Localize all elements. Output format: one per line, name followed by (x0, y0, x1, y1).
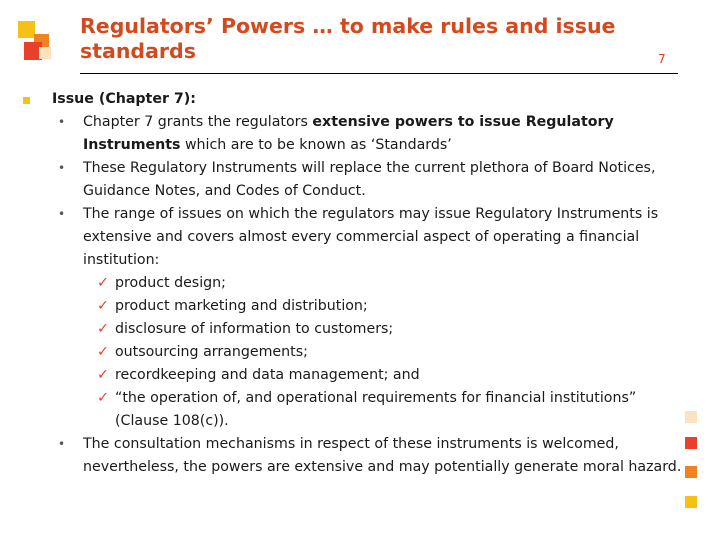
decor-square-pale (39, 47, 51, 59)
check-item (0, 272, 685, 295)
main-point-heading: Issue (Chapter 7): (52, 91, 196, 107)
check-item (0, 295, 685, 318)
sub-point-2 (0, 157, 683, 203)
check-item-text: outsourcing arrangements; (115, 344, 308, 360)
check-item (0, 318, 685, 341)
checkmark-icon: ✓ (97, 344, 109, 360)
check-item (0, 387, 685, 433)
dot-bullet-icon: • (58, 115, 66, 129)
sub-point-4 (0, 433, 683, 479)
check-item-text: disclosure of information to customers; (115, 321, 394, 337)
decor-square-yellow (18, 21, 35, 38)
sub-point-1-text-post: which are to be known as ‘Standards’ (180, 137, 452, 153)
dot-bullet-icon: • (58, 207, 66, 221)
check-item-text: “the operation of, and operational requirements for financial institutions” (Clause 108(c)). (115, 390, 637, 429)
sub-point-1-text-pre: Chapter 7 grants the regulators (83, 114, 313, 130)
checkmark-icon: ✓ (97, 321, 109, 337)
check-item-text: product marketing and distribution; (115, 298, 368, 314)
main-point (0, 88, 720, 111)
dot-bullet-icon: • (58, 437, 66, 451)
title-divider (80, 73, 678, 74)
slide-number: 7 (658, 52, 666, 66)
sub-point-3-text: The range of issues on which the regulators may issue Regulatory Instruments is extensive and covers almost every commercial aspect of operating a financial institution: (83, 206, 659, 268)
sub-point-1 (0, 111, 683, 157)
checkmark-icon: ✓ (97, 298, 109, 314)
check-item (0, 364, 685, 387)
check-item-text: product design; (115, 275, 226, 291)
decor-square-right-4 (685, 496, 697, 508)
sub-point-3 (0, 203, 683, 272)
checkmark-icon: ✓ (97, 390, 109, 406)
checkmark-icon: ✓ (97, 275, 109, 291)
sub-point-4-text: The consultation mechanisms in respect of these instruments is welcomed, nevertheless, the powers are extensive and may potentially generate moral hazard. (83, 436, 682, 475)
sub-point-1-text-bold: extensive powers to issue Regulatory Instruments (83, 114, 614, 153)
dot-bullet-icon: • (58, 161, 66, 175)
slide-title: Regulators’ Powers … to make rules and issue standards (80, 14, 616, 63)
sub-point-2-text: These Regulatory Instruments will replace the current plethora of Board Notices, Guidance Notes, and Codes of Conduct. (83, 160, 656, 199)
checkmark-icon: ✓ (97, 367, 109, 383)
slide-content (0, 88, 720, 479)
square-bullet-icon (23, 97, 30, 104)
check-item-text: recordkeeping and data management; and (115, 367, 420, 383)
check-item (0, 341, 685, 364)
